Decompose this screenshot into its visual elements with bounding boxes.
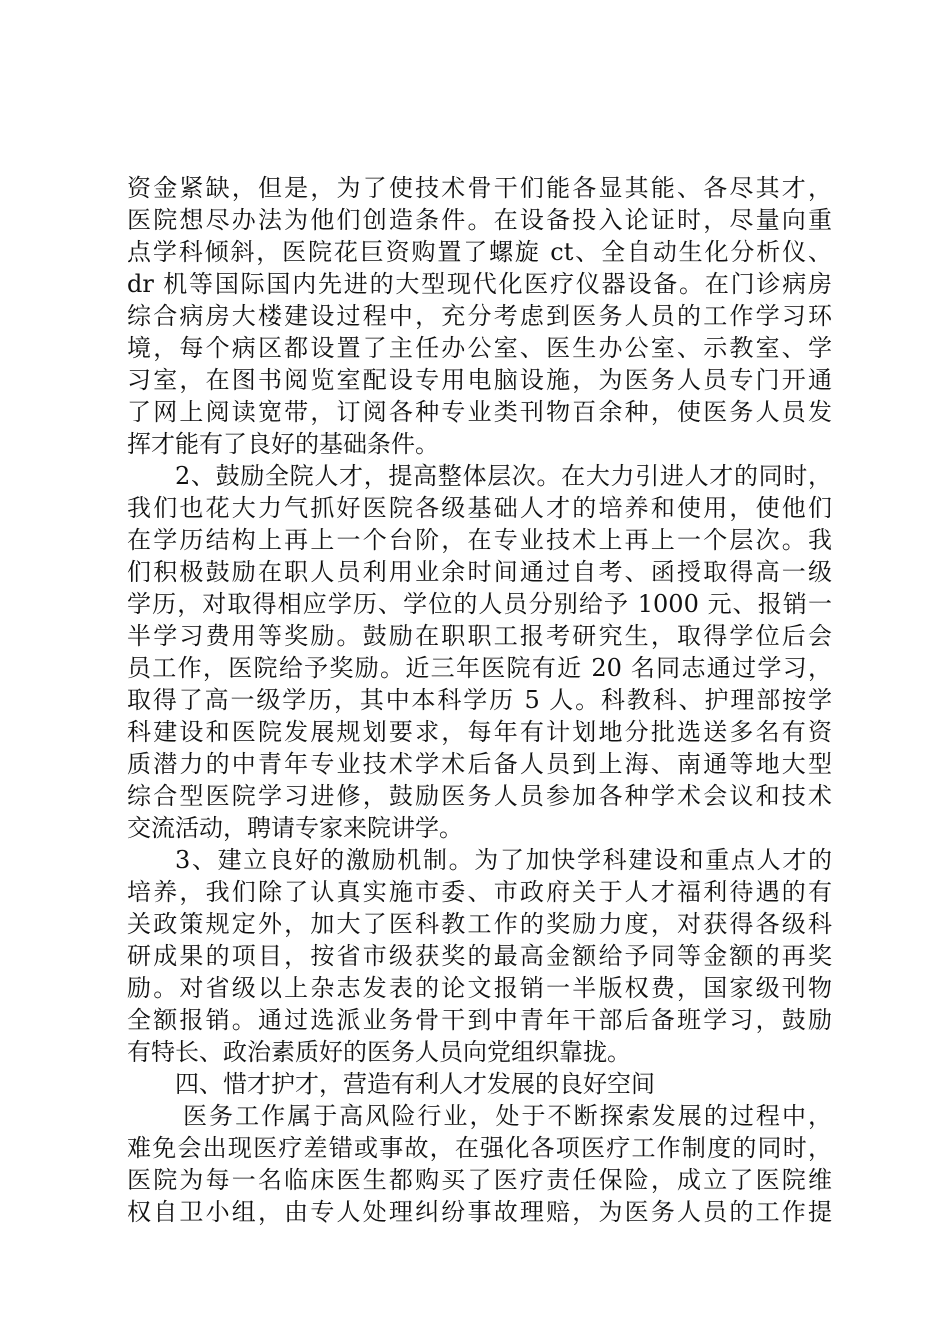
text-line: 综合病房大楼建设过程中，充分考虑到医务人员的工作学习环 xyxy=(127,302,832,330)
text-line: 质潜力的中青年专业技术学术后备人员到上海、南通等地大型 xyxy=(127,750,832,778)
text-line: 权自卫小组，由专人处理纠纷事故理赔，为医务人员的工作提 xyxy=(127,1198,832,1226)
text-line: 综合型医院学习进修，鼓励医务人员参加各种学术会议和技术 xyxy=(127,782,832,810)
text-line: 医院想尽办法为他们创造条件。在设备投入论证时，尽量向重 xyxy=(127,206,832,234)
paragraph-start-line: 医务工作属于高风险行业，处于不断探索发展的过程中， xyxy=(183,1102,832,1130)
paragraph-start-line: 2、鼓励全院人才，提高整体层次。在大力引进人才的同时， xyxy=(175,462,832,490)
text-line: 半学习费用等奖励。鼓励在职职工报考研究生，取得学位后会 xyxy=(127,622,832,650)
text-line: 医院为每一名临床医生都购买了医疗责任保险，成立了医院维 xyxy=(127,1166,832,1194)
text-line: 点学科倾斜，医院花巨资购置了螺旋 ct、全自动生化分析仪、 xyxy=(127,238,832,266)
text-line: 培养，我们除了认真实施市委、市政府关于人才福利待遇的有 xyxy=(127,878,832,906)
section-heading: 四、惜才护才，营造有利人才发展的良好空间 xyxy=(175,1070,655,1098)
text-line: 资金紧缺，但是，为了使技术骨干们能各显其能、各尽其才， xyxy=(127,174,832,202)
paragraph-start-line: 3、建立良好的激励机制。为了加快学科建设和重点人才的 xyxy=(175,846,832,874)
text-line: dr 机等国际国内先进的大型现代化医疗仪器设备。在门诊病房 xyxy=(127,270,832,298)
text-line: 我们也花大力气抓好医院各级基础人才的培养和使用，使他们 xyxy=(127,494,832,522)
text-line: 关政策规定外，加大了医科教工作的奖励力度，对获得各级科 xyxy=(127,910,832,938)
text-line: 员工作，医院给予奖励。近三年医院有近 20 名同志通过学习， xyxy=(127,654,832,682)
text-line: 交流活动，聘请专家来院讲学。 xyxy=(127,814,463,842)
text-line: 研成果的项目，按省市级获奖的最高金额给予同等金额的再奖 xyxy=(127,942,832,970)
text-line: 全额报销。通过选派业务骨干到中青年干部后备班学习，鼓励 xyxy=(127,1006,832,1034)
text-line: 境，每个病区都设置了主任办公室、医生办公室、示教室、学 xyxy=(127,334,832,362)
text-line: 难免会出现医疗差错或事故，在强化各项医疗工作制度的同时， xyxy=(127,1134,832,1162)
text-line: 取得了高一级学历，其中本科学历 5 人。科教科、护理部按学 xyxy=(127,686,832,714)
text-line: 励。对省级以上杂志发表的论文报销一半版权费，国家级刊物 xyxy=(127,974,832,1002)
text-line: 在学历结构上再上一个台阶，在专业技术上再上一个层次。我 xyxy=(127,526,832,554)
text-line: 有特长、政治素质好的医务人员向党组织靠拢。 xyxy=(127,1038,631,1066)
text-line: 科建设和医院发展规划要求，每年有计划地分批选送多名有资 xyxy=(127,718,832,746)
text-line: 习室，在图书阅览室配设专用电脑设施，为医务人员专门开通 xyxy=(127,366,832,394)
text-line: 学历，对取得相应学历、学位的人员分别给予 1000 元、报销一 xyxy=(127,590,832,618)
body-text xyxy=(127,172,832,1228)
text-line: 挥才能有了良好的基础条件。 xyxy=(127,430,439,458)
text-line: 们积极鼓励在职人员利用业余时间通过自考、函授取得高一级 xyxy=(127,558,832,586)
text-line: 了网上阅读宽带，订阅各种专业类刊物百余种，使医务人员发 xyxy=(127,398,832,426)
